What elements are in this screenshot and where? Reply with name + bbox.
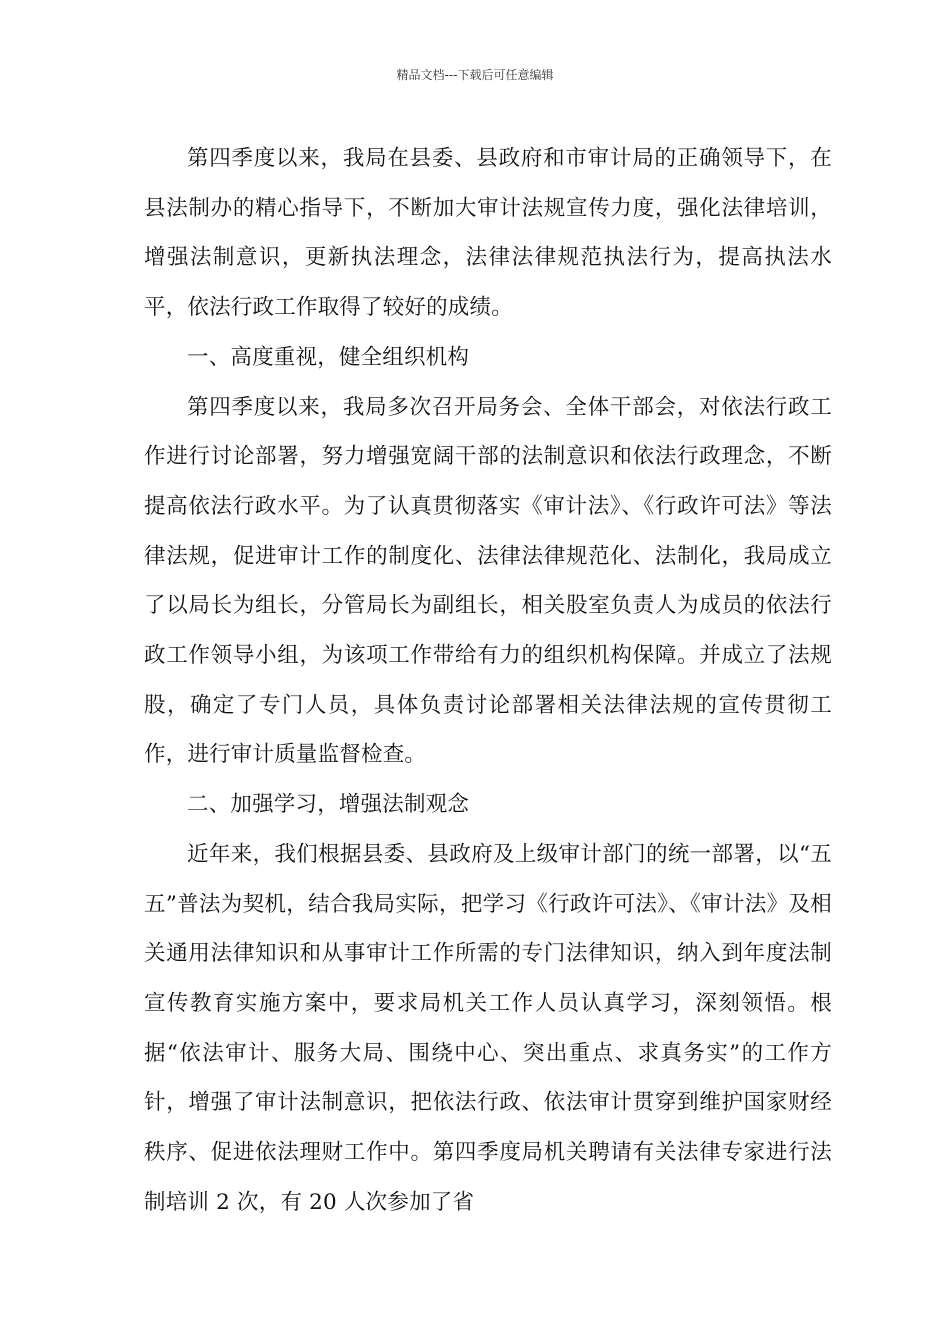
- paragraph-intro: 第四季度以来，我局在县委、县政府和市审计局的正确领导下，在县法制办的精心指导下，不断加大审计法规宣传力度，强化法律培训，增强法制意识，更新执法理念，法律法律规范执法行为，提高执法水平，依法行政工作取得了较好的成绩。: [144, 146, 832, 321]
- page-header: 精品文档---下载后可任意编辑: [396, 68, 554, 82]
- section-heading-2: 二、加强学习，增强法制观念: [187, 792, 470, 818]
- section-heading-1: 一、高度重视，健全组织机构: [187, 344, 470, 370]
- paragraph-section-1: 第四季度以来，我局多次召开局务会、全体干部会，对依法行政工作进行讨论部署，努力增强宽阔干部的法制意识和依法行政理念，不断提高依法行政水平。为了认真贯彻落实《审计法》、《行政许可法》等法律法规，促进审计工作的制度化、法律法律规范化、法制化，我局成立了以局长为组长，分管局长为副组长，相关股室负责人为成员的依法行政工作领导小组，为该项工作带给有力的组织机构保障。并成立了法规股，确定了专门人员，具体负责讨论部署相关法律法规的宣传贯彻工作，进行审计质量监督检查。: [144, 394, 832, 768]
- document-body: [144, 134, 832, 1227]
- paragraph-section-2: 近年来，我们根据县委、县政府及上级审计部门的统一部署，以“五五”普法为契机，结合我局实际，把学习《行政许可法》、《审计法》及相关通用法律知识和从事审计工作所需的专门法律知识，纳入到年度法制宣传教育实施方案中，要求局机关工作人员认真学习，深刻领悟。根据“依法审计、服务大局、围绕中心、突出重点、求真务实”的工作方针，增强了审计法制意识，把依法行政、依法审计贯穿到维护国家财经秩序、促进依法理财工作中。第四季度局机关聘请有关法律专家进行法制培训 2 次，有 20 人次参加了省: [144, 841, 832, 1215]
